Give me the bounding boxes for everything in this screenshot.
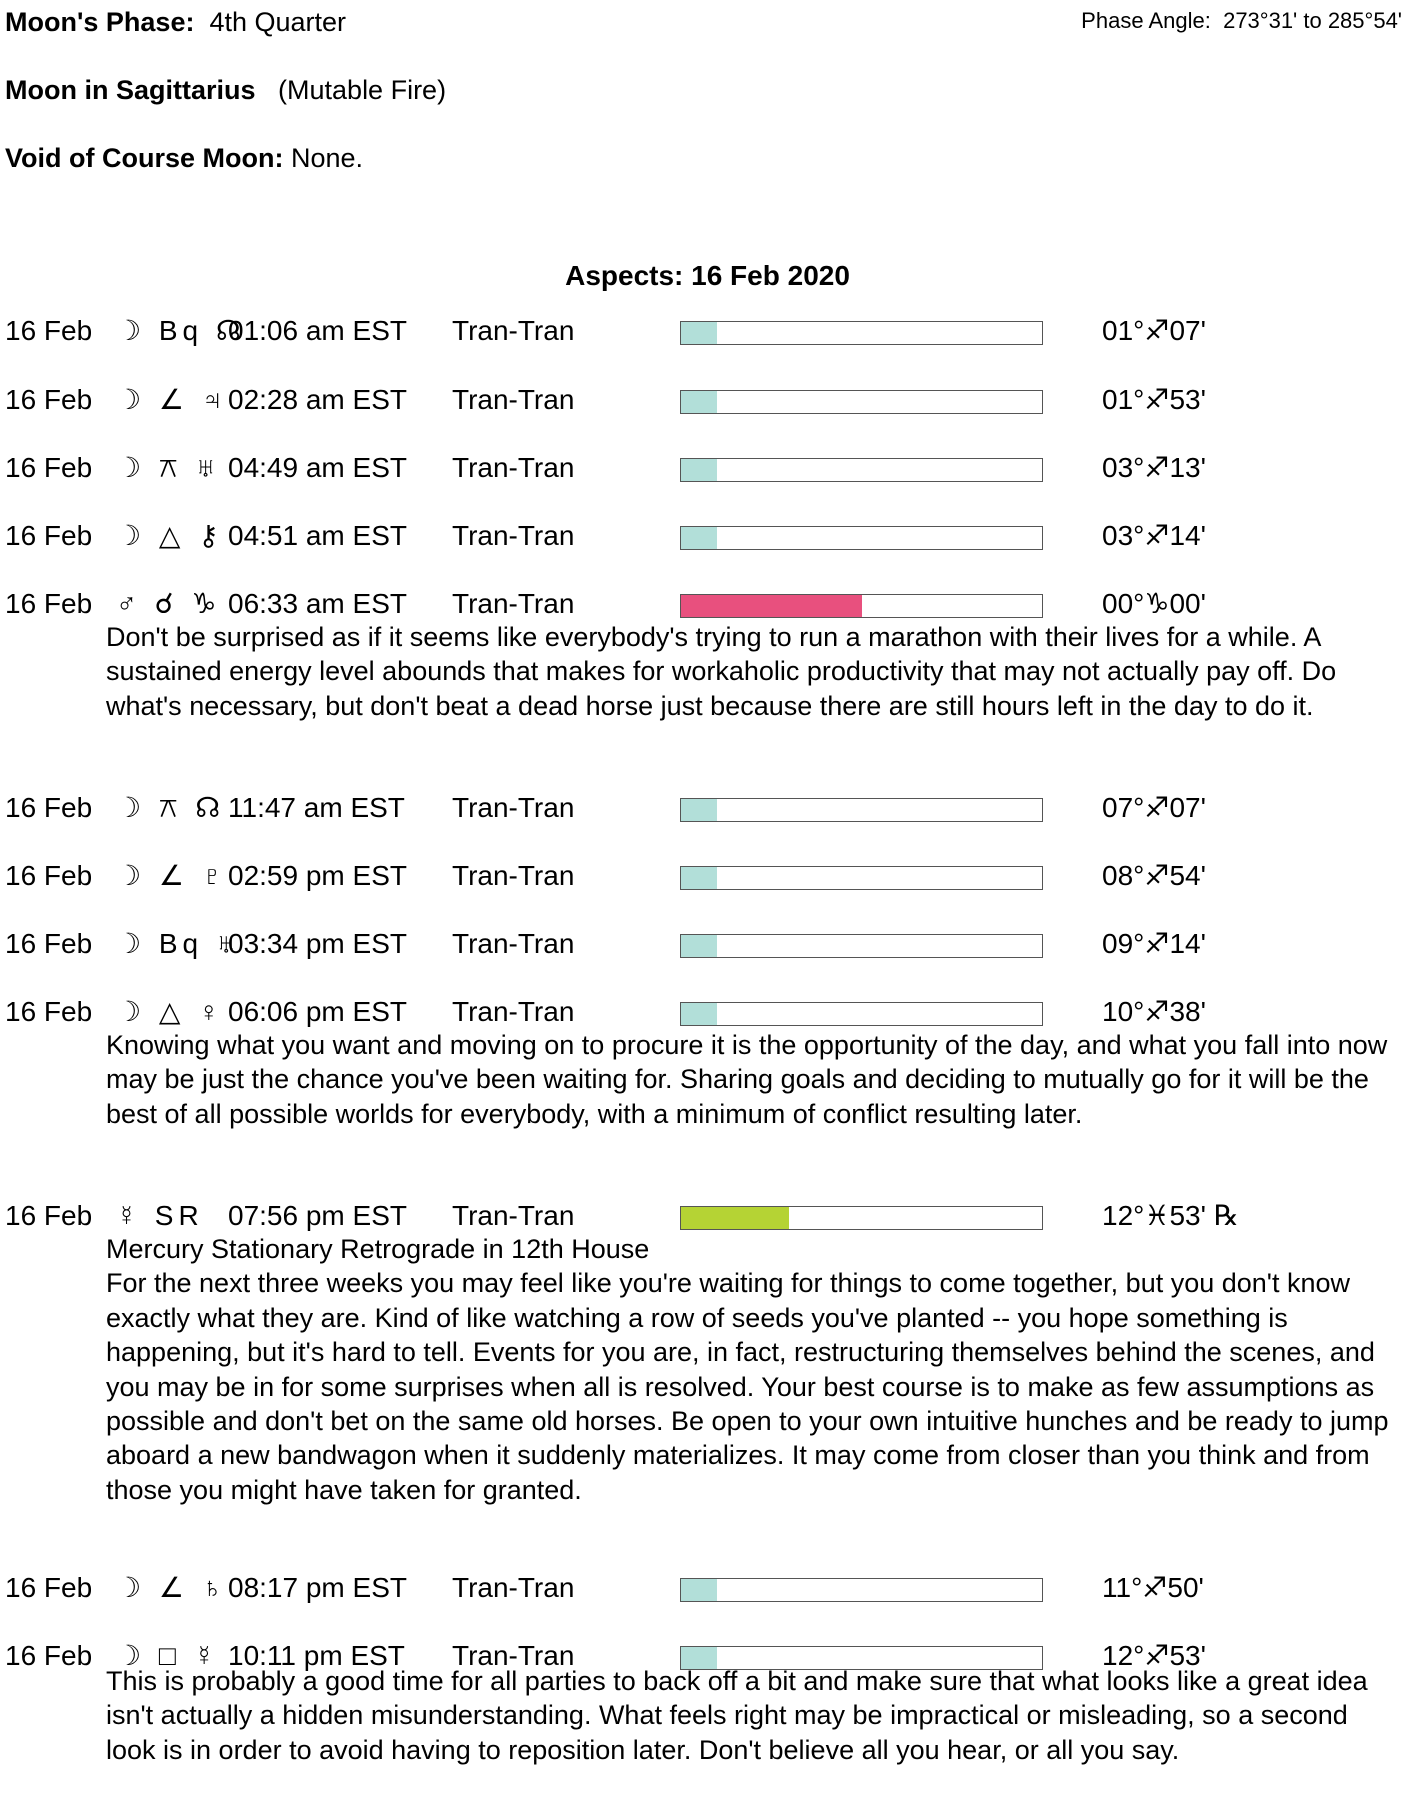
aspect-glyph: ☽ ∠ ♄: [116, 1572, 228, 1603]
aspect-glyph: ☽ △ ⚷: [116, 520, 224, 551]
aspect-time: 01:06 am EST: [228, 315, 407, 346]
aspect-date: 16 Feb: [5, 996, 93, 1027]
aspect-type: Tran-Tran: [452, 315, 575, 346]
aspect-type: Tran-Tran: [452, 792, 575, 823]
aspect-glyph: ☽ ∠ ♇: [116, 860, 228, 891]
aspect-degree: 12°♐53': [1102, 1640, 1206, 1671]
aspect-strength-bar: [680, 934, 1043, 958]
aspect-row: [0, 1196, 1415, 1236]
aspect-time: 03:34 pm EST: [228, 928, 407, 959]
aspect-type: Tran-Tran: [452, 928, 575, 959]
aspect-glyph: ☽ ⚻ ☊: [116, 792, 226, 823]
aspect-row: [0, 380, 1415, 420]
moon-phase-value: 4th Quarter: [209, 7, 347, 37]
aspect-type: Tran-Tran: [452, 384, 575, 415]
aspect-degree: 11°♐50': [1102, 1572, 1204, 1603]
aspect-strength-fill: [681, 322, 717, 344]
aspect-description: [106, 1232, 1396, 1507]
aspect-time: 10:11 pm EST: [228, 1640, 405, 1671]
aspect-glyph: ☽ □ ☿: [116, 1640, 220, 1671]
aspect-description: [106, 1028, 1396, 1131]
aspect-type: Tran-Tran: [452, 520, 575, 551]
aspect-strength-bar: [680, 321, 1043, 345]
aspect-glyph: ☽ ⚻ ♅: [116, 452, 222, 483]
aspect-date: 16 Feb: [5, 792, 93, 823]
aspect-strength-bar: [680, 458, 1043, 482]
moon-phase-label: Moon's Phase:: [5, 7, 195, 37]
aspect-time: 06:33 am EST: [228, 588, 407, 619]
aspect-strength-fill: [681, 1579, 717, 1601]
aspect-row: [0, 516, 1415, 556]
aspect-type: Tran-Tran: [452, 1200, 575, 1231]
aspect-strength-bar: [680, 594, 1043, 618]
aspect-strength-fill: [681, 595, 862, 617]
aspect-type: Tran-Tran: [452, 452, 575, 483]
aspect-type: Tran-Tran: [452, 1640, 575, 1671]
aspect-description-title: Mercury Stationary Retrograde in 12th House: [106, 1234, 650, 1264]
aspect-type: Tran-Tran: [452, 996, 575, 1027]
aspect-description-text: This is probably a good time for all parties to back off a bit and make sure that what looks like a great idea isn't actually a hidden misunderstanding. What feels right may be impractical or misleading, so a second look is in order to avoid having to reposition later. Don't believe all you hear, or all you say.: [106, 1666, 1368, 1765]
phase-angle: [1081, 8, 1402, 34]
aspect-date: 16 Feb: [5, 928, 93, 959]
aspect-date: 16 Feb: [5, 384, 93, 415]
aspect-glyph: ♂ ☌ ♑: [116, 588, 222, 619]
aspect-glyph: ☽ ∠ ♃: [116, 384, 228, 415]
aspect-glyph: ☽ Bq ☊: [116, 315, 246, 346]
aspect-time: 04:49 am EST: [228, 452, 407, 483]
aspect-type: Tran-Tran: [452, 860, 575, 891]
aspect-date: 16 Feb: [5, 1640, 93, 1671]
aspect-degree: 07°♐07': [1102, 792, 1206, 823]
phase-angle-label: Phase Angle:: [1081, 8, 1211, 33]
phase-angle-value: 273°31' to 285°54': [1223, 8, 1402, 33]
aspect-type: Tran-Tran: [452, 1572, 575, 1603]
aspect-date: 16 Feb: [5, 1572, 93, 1603]
aspect-date: 16 Feb: [5, 520, 93, 551]
aspect-degree: 00°♑00': [1102, 588, 1206, 619]
aspect-date: 16 Feb: [5, 1200, 93, 1231]
aspect-strength-fill: [681, 527, 717, 549]
void-of-course-label: Void of Course Moon:: [5, 143, 284, 173]
void-of-course-value: None.: [290, 143, 364, 173]
aspect-date: 16 Feb: [5, 588, 93, 619]
aspect-time: 02:59 pm EST: [228, 860, 407, 891]
aspect-description: [106, 1664, 1396, 1767]
aspect-degree: 10°♐38': [1102, 996, 1206, 1027]
aspect-strength-bar: [680, 866, 1043, 890]
aspect-strength-bar: [680, 390, 1043, 414]
aspect-degree: 12°♓53' ℞: [1102, 1200, 1239, 1231]
aspect-date: 16 Feb: [5, 452, 93, 483]
aspect-strength-bar: [680, 1578, 1043, 1602]
aspect-strength-fill: [681, 1003, 717, 1025]
aspect-degree: 08°♐54': [1102, 860, 1206, 891]
aspect-time: 11:47 am EST: [228, 792, 405, 823]
aspect-glyph: ☽ Bq ♅: [116, 928, 242, 959]
aspect-row: [0, 448, 1415, 488]
aspect-strength-bar: [680, 1206, 1043, 1230]
aspect-glyph: ☽ △ ♀: [116, 996, 225, 1027]
aspect-degree: 09°♐14': [1102, 928, 1206, 959]
aspect-row: [0, 788, 1415, 828]
aspect-row: [0, 584, 1415, 624]
aspect-row: [0, 856, 1415, 896]
aspect-row: [0, 992, 1415, 1032]
aspect-time: 07:56 pm EST: [228, 1200, 407, 1231]
moon-sign-quality: (Mutable Fire): [278, 75, 447, 105]
aspect-description: [106, 620, 1396, 723]
aspect-description-text: Don't be surprised as if it seems like everybody's trying to run a marathon with their lives for a while. A sustained energy level abounds that makes for workaholic productivity that may not actually pay off. Do what's necessary, but don't beat a dead horse just because there are still hours left in the day to do it.: [106, 622, 1337, 721]
aspect-degree: 03°♐13': [1102, 452, 1206, 483]
aspect-strength-bar: [680, 1002, 1043, 1026]
aspect-degree: 03°♐14': [1102, 520, 1206, 551]
aspect-description-text: Knowing what you want and moving on to procure it is the opportunity of the day, and what you fall into now may be just the chance you've been waiting for. Sharing goals and deciding to mutually go for it will be the best of all possible worlds for everybody, with a minimum of conflict resulting later.: [106, 1030, 1388, 1129]
aspect-time: 08:17 pm EST: [228, 1572, 407, 1603]
moon-sign-label: Moon in Sagittarius: [5, 75, 256, 105]
aspect-row: [0, 311, 1415, 351]
aspect-degree: 01°♐53': [1102, 384, 1206, 415]
aspect-time: 04:51 am EST: [228, 520, 407, 551]
aspect-date: 16 Feb: [5, 315, 93, 346]
moon-phase-line: [5, 7, 346, 38]
aspect-strength-fill: [681, 867, 717, 889]
aspect-strength-fill: [681, 391, 717, 413]
aspect-strength-fill: [681, 459, 717, 481]
aspects-title: Aspects: 16 Feb 2020: [565, 260, 850, 291]
aspect-description-text: For the next three weeks you may feel like you're waiting for things to come together, but you don't know exactly what they are. Kind of like watching a row of seeds you've planted -- you hope something is happening, but it's hard to tell. Events for you are, in fact, restructuring themselves behind the scenes, and you may be in for some surprises when all is resolved. Your best course is to make as few assumptions as possible and don't bet on the same old horses. Be open to your own intuitive hunches and be ready to jump aboard a new bandwagon when it suddenly materializes. It may come from closer than you think and from those you might have taken for granted.: [106, 1268, 1389, 1505]
aspect-strength-fill: [681, 1207, 789, 1229]
aspect-strength-fill: [681, 935, 717, 957]
aspect-row: [0, 924, 1415, 964]
aspect-degree: 01°♐07': [1102, 315, 1206, 346]
aspect-type: Tran-Tran: [452, 588, 575, 619]
void-of-course-line: [5, 143, 363, 174]
aspect-glyph: ☿ SR: [116, 1200, 204, 1231]
aspect-date: 16 Feb: [5, 860, 93, 891]
aspect-time: 06:06 pm EST: [228, 996, 407, 1027]
aspect-strength-bar: [680, 526, 1043, 550]
moon-sign-line: [5, 75, 446, 106]
aspect-strength-bar: [680, 798, 1043, 822]
aspect-row: [0, 1568, 1415, 1608]
aspect-time: 02:28 am EST: [228, 384, 407, 415]
aspect-strength-fill: [681, 799, 717, 821]
